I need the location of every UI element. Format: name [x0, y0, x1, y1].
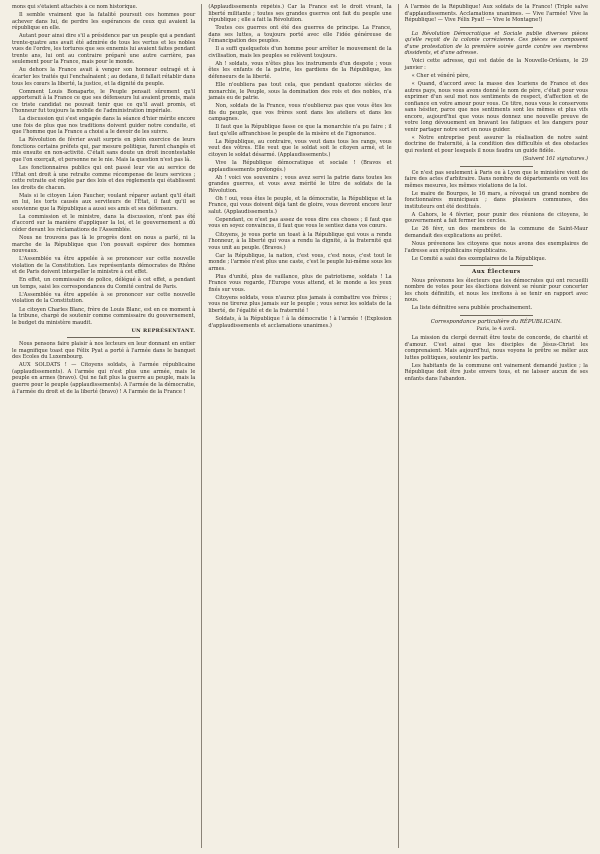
- article-paragraph: « Notre entreprise peut assurer la réalisation de notre saint doctrine de fraternité, à la condition des difficultés et des obstacles qui restent et pour lesquels il nous faudra un guide fidèle.: [404, 134, 588, 154]
- column-2: [201, 4, 397, 848]
- article-paragraph: Ah ! voici vos souvenirs ; vous avez servi la patrie dans toutes les grandes guerres, et vous avez mérité le titre de soldats de la Révolution.: [208, 174, 392, 194]
- article-paragraph: A Cahors, le 4 février, pour punir des réunions de citoyens, le gouvernement a fait fermer les cercles.: [404, 211, 588, 225]
- article-paragraph: Il faut que la République fasse ce que la monarchie n'a pu faire ; il faut qu'elle affranchisse le peuple de la misère et de l'ignorance.: [208, 124, 392, 137]
- article-paragraph: La discussion qui s'est engagée dans la séance d'hier mérite encore une fois de plus que nos traditions doivent guider notre conduite, et que l'homme que la France a choisi a le devoir de les suivre.: [12, 116, 196, 136]
- article-paragraph: Au dehors la France avait à venger son honneur outragé et à écarter les traités qui l'enchaînaient ; au dedans, il fallait rétablir dans tous les cœurs la liberté, la justice, et la dignité du peuple.: [12, 67, 196, 87]
- article-paragraph: Voici cette adresse, qui est datée de la Nouvelle-Orléans, le 29 janvier :: [404, 58, 588, 71]
- article-paragraph: Cependant, ce n'est pas assez de vous dire ces choses ; il faut que vous en soyez convaincus, il faut que vous le sentiez dans vos cœurs.: [208, 216, 392, 230]
- section-divider: [460, 27, 533, 28]
- article-paragraph: AUX SOLDATS ! — Citoyens soldats, à l'armée républicaine (applaudissements). A l'armée qui n'est plus une armée, mais le peuple en armes (bravo). Qui ne fait plus la guerre au peuple, mais la guerre pour le peuple (applaudissements). A l'armée de la démocratie, à l'armée du droit et de la liberté (bravo) ! A l'armée de la France !: [12, 362, 196, 395]
- article-paragraph: Comment Louis Bonaparte, le Peuple pensait sûrement qu'il apporterait à la France ce que ses défenseurs lui avaient promis, mais ce triste candidat ne pouvait tenir que ce qu'il avait promis, et l'honneur fut toujours la mobile de l'administration impériale.: [12, 88, 196, 115]
- article-paragraph: Citoyens, je vous porte un toast à la République qui vous a rendu l'honneur, à la liberté qui vous a rendu la dignité, à la fraternité qui vous unit au peuple. (Bravos.): [208, 231, 392, 251]
- article-paragraph: Citoyens soldats, vous n'aurez plus jamais à combattre vos frères ; vous ne tirerez plus jamais sur le peuple ; vous serez les soldats de la liberté, de l'égalité et de la fraternité !: [208, 294, 392, 315]
- article-signature: UN REPRÉSENTANT.: [131, 327, 196, 334]
- article-paragraph: Oh ! oui, vous êtes le peuple, et la démocratie, la République et la France, qui vous doivent déjà tant de gloire, vous devront encore leur salut. (Applaudissements.): [208, 195, 392, 215]
- article-paragraph: La Révolution Démocratique et Sociale publie diverses pièces qu'elle reçoit de la colonie corrézienne. Ces pièces se composent d'une protestation de la première soirée garde contre ses membres dissidents, et d'une adresse.: [404, 30, 588, 57]
- article-paragraph: A l'armée de la République! Aux soldats de la France! (Triple salve d'applaudissements. Acclamations unanimes. — Vive l'armée! Vive la République! — Vive Félix Pyat! — Vive le Montagne!): [404, 4, 588, 24]
- article-paragraph: Car la République, la nation, c'est vous, c'est nous, c'est tout le monde ; l'armée n'est plus une caste, c'est le peuple lui-même sous les armes.: [208, 252, 392, 272]
- article-paragraph: La commission et le ministre, dans la discussion, n'ont pas été d'accord sur la manière d'appliquer la loi, et le gouvernement a dû céder devant les réclamations de l'Assemblée.: [12, 213, 196, 233]
- column-1: [6, 4, 201, 848]
- article-paragraph: La mission du clergé devrait être toute de concorde, de charité et d'amour. C'est ainsi que les disciples de Jésus-Christ les comprenaient. Mais aujourd'hui, nous voyons le prêtre se mêler aux luttes politiques, soutenir les partis.: [404, 335, 588, 361]
- section-heading-voters: Aux Électeurs: [472, 269, 521, 276]
- article-paragraph: Soldats, à la République ! à la démocratie ! à l'armée ! (Explosion d'applaudissements et acclamations unanimes.): [208, 316, 392, 329]
- article-paragraph: Ce n'est pas seulement à Paris ou à Lyon que le ministère vient de faire des actes d'arbitraire. Dans nombre de départements on voit les mêmes mesures, les mêmes violations de la loi.: [404, 169, 588, 189]
- article-paragraph: L'Assemblée va être appelée à se prononcer sur cette nouvelle violation de la Constitution. Les représentants démocrates de Rhône et de Paris doivent interpeller le ministre à cet effet.: [12, 256, 196, 276]
- article-paragraph: La Révolution de février avait surpris en plein exercice de leurs fonctions certains préfets qui, par mesure politique, furent changés et mis ensuite en non-activité. C'était sans doute un droit incontestable que l'on exerçait, et personne ne le nie. Mais la question n'est pas là.: [12, 137, 196, 164]
- section-divider: [460, 265, 533, 266]
- article-paragraph: Elle n'oubliera pas tout cela, que pendant quatorze siècles de monarchie, le Peuple, sous la domination des rois et des nobles, n'a jamais eu de patrie.: [208, 82, 392, 102]
- article-paragraph: Le Comité a saisi des exemplaires de la République.: [411, 255, 547, 262]
- section-heading-correspondence: Correspondance particulière du RÉPUBLICAIN.: [430, 318, 562, 325]
- article-paragraph: Le maire de Bourges, le 16 mars, a révoqué un grand nombre de fonctionnaires municipaux ; dans plusieurs communes, des instituteurs ont été destitués.: [404, 190, 588, 210]
- article-paragraph: « Quand, d'accord avec la masse des Icariens de France et des autres pays, nous vous avons donné le nom de père, c'était pour vous exprimer d'un seul mot nos sentiments de respect, d'affection et de confiance en votre amour pour vous. Ce titre, nous vous le conservons sans hésiter, parce que nos sentiments sont les mêmes et plus vifs encore, aujourd'hui que vous nous donnez une nouvelle preuve de votre long dévouement en bravant les fatigues et les dangers pour venir partager notre sort en nous guider.: [404, 80, 588, 133]
- article-paragraph: Nous ne trouvons pas là le progrès dont on nous a parlé, ni la marche de la République que l'on pouvait espérer des hommes nouveaux.: [12, 235, 196, 255]
- dateline: Paris, le 4 avril.: [476, 326, 517, 333]
- article-paragraph: mons qui s'étaient attachés à ce nom historique.: [12, 4, 138, 10]
- article-paragraph: Autant pour ainsi dire s'il a présidence par un peuple qui a pendant trente-quatre ans avait été admirée de tous les vertus et les nobles vues de l'ordre, les tortures que ses ennemis lui avaient faites pendant trente ans, lui ont au contraire préparé une autre carrière, pas seulement pour la France, mais pour le monde.: [12, 33, 196, 66]
- article-paragraph: Non, soldats de la France, vous n'oublierez pas que vous êtes les fils du peuple, que vos frères sont dans les ateliers et dans les campagnes.: [208, 103, 392, 123]
- article-paragraph: Plus d'unité, plus de vaillance, plus de patriotisme, soldats ! La France vous regarde, l'Europe vous attend, et le monde a les yeux fixés sur vous.: [208, 273, 392, 293]
- article-paragraph: Nous pensons faire plaisir à nos lecteurs en leur donnant en entier le magnifique toast que Félix Pyat a porté à l'armée dans le banquet des Ecoles du Luxembourg.: [12, 341, 196, 361]
- column-3: [398, 4, 594, 848]
- article-paragraph: Le 26 févr, un des membres de la commune de Saint-Maur demandait des explications au préfet.: [404, 226, 588, 239]
- section-divider: [460, 315, 533, 316]
- article-paragraph: Vive la République démocratique et sociale ! (Bravos et applaudissements prolongés.): [208, 160, 392, 173]
- section-divider: [67, 337, 140, 338]
- article-paragraph: L'Assemblée va être appelée à se prononcer sur cette nouvelle violation de la Constitution.: [12, 291, 196, 305]
- article-paragraph: Les habitants de la commune ont vainement demandé justice ; la République doit être juste envers tous, et ne laisser aucun de ses enfants dans l'abandon.: [404, 362, 588, 382]
- article-signature: (Suivent 161 signatures.): [522, 155, 588, 162]
- article-paragraph: La liste définitive sera publiée prochainement.: [411, 305, 533, 312]
- article-paragraph: Il a suffi quelquefois d'un homme pour arrêter le mouvement de la civilisation, mais les peuples se relèvent toujours.: [208, 46, 392, 59]
- section-divider: [460, 166, 533, 167]
- article-paragraph: Nous prévenons les électeurs que les démocrates qui ont recueilli nombre de votes pour les élections doivent se réunir pour concerter les choix définitifs, et nous les invitons à se tenir en rapport avec nous.: [404, 277, 588, 304]
- article-paragraph: La République, au contraire, vous veut dans tous les rangs, vous veut des vôtres. Elle veut que le soldat soit le citoyen armé, et le citoyen le soldat désarmé. (Applaudissements.): [208, 138, 392, 158]
- article-paragraph: En effet, un commissaire de police, délégué à cet effet, a pendant un temps, saisi les correspondances du Comité central de Paris.: [12, 277, 196, 290]
- article-paragraph: Le citoyen Charles Blanc, frère de Louis Blanc, est en ce moment à la tribune, chargé de soutenir comme commissaire du gouvernement, le budget du ministère maudit.: [12, 306, 196, 326]
- article-paragraph: Mais si le citoyen Léon Faucher, voulant réparer autant qu'il était en lui, les torts causés aux serviteurs de l'État, il faut qu'il se souvienne que la République a aussi ses amis et ses défenseurs.: [12, 192, 196, 212]
- article-paragraph: Ah ! soldats, vous n'êtes plus les instruments d'un despote ; vous êtes les enfants de la patrie, les gardiens de la République, les défenseurs de la liberté.: [208, 60, 392, 80]
- article-paragraph: Nous prévenons les citoyens que nous avons des exemplaires de l'adresse aux républicains républicains.: [404, 241, 588, 254]
- article-paragraph: « Cher et vénéré père,: [411, 72, 470, 79]
- article-paragraph: Toutes ces guerres ont été des guerres de principe. La France, dans ses luttes, a toujours porté avec elle l'idée généreuse de l'émancipation des peuples.: [208, 25, 392, 45]
- article-paragraph: Les fonctionnaires publics qui ont passé leur vie au service de l'État ont droit à une retraite comme récompense de leurs services ; cette retraite est réglée par des lois et des règlements qui établissent les droits de chacun.: [12, 165, 196, 191]
- article-paragraph: (Applaudissements répétés.) Car la France est le droit vivant, la liberté militante ; toutes ses grandes guerres ont fait du peuple une république ; elle a fait la Révolution.: [208, 4, 392, 24]
- article-paragraph: Il semble vraiment que la fatalité poursuit ces hommes pour achever dans lui, de perdre les espérances de ceux qui avaient la république en elle.: [12, 12, 196, 32]
